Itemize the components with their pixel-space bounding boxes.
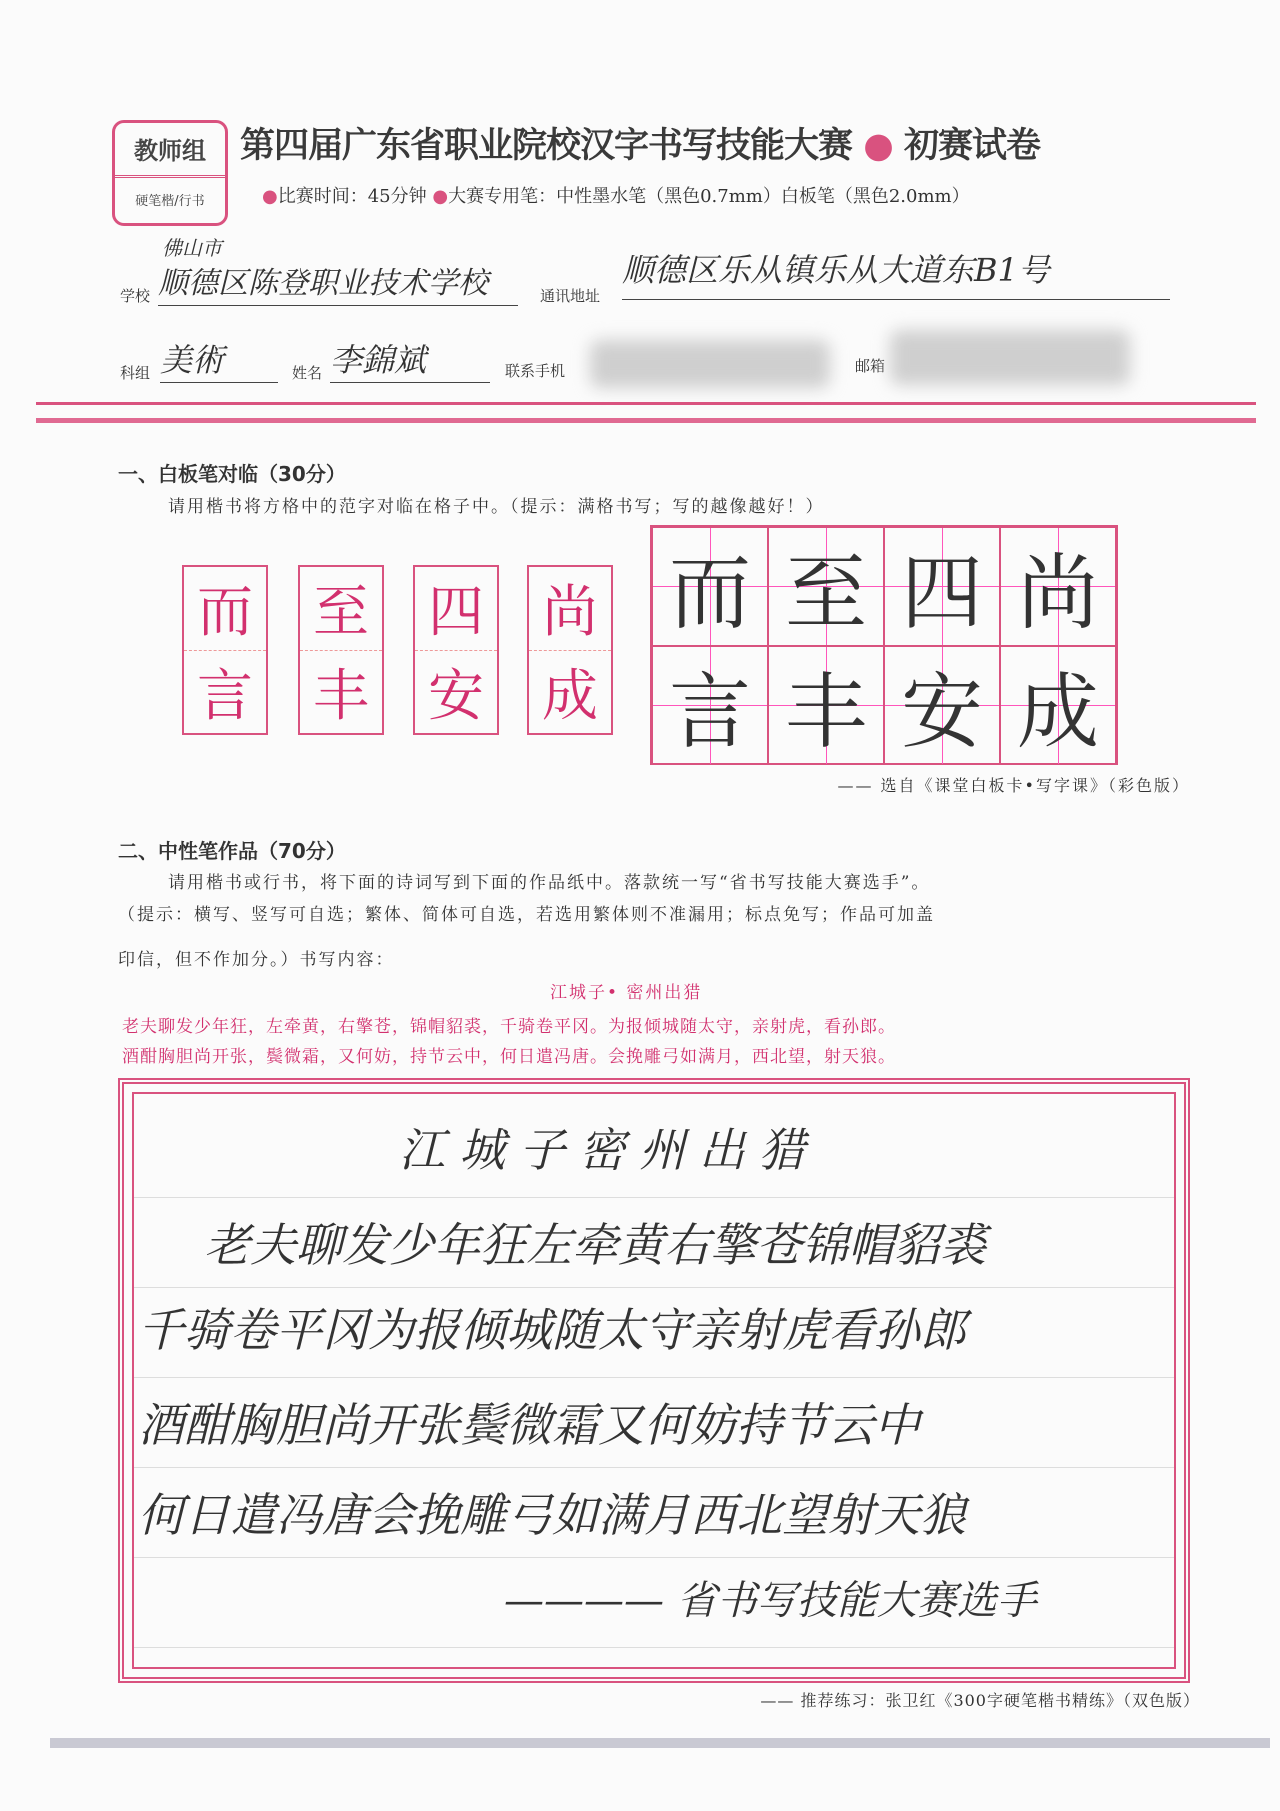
work-line: 何日遣冯唐会挽雕弓如满月西北望射天狼 — [138, 1488, 966, 1542]
address-field[interactable]: 顺德区乐从镇乐从大道东B1号 — [622, 245, 1170, 300]
written-char: 尚 — [1000, 527, 1116, 646]
section1-instruction: 请用楷书将方格中的范字对临在格子中。（提示：满格书写；写的越像越好！） — [168, 497, 825, 517]
written-char: 安 — [884, 646, 1000, 765]
written-char: 成 — [1000, 646, 1116, 765]
school-city: 佛山市 — [162, 236, 222, 260]
section1-source: —— 选自《课堂白板卡•写字课》（彩色版） — [837, 776, 1190, 795]
written-char: 四 — [884, 527, 1000, 646]
phone-label: 联系手机 — [505, 362, 566, 380]
exam-info — [262, 182, 970, 208]
model-char: 四 — [415, 567, 497, 651]
model-char: 言 — [197, 663, 253, 729]
written-char: 言 — [652, 646, 768, 765]
section2-para2: （提示：横写、竖写可自选；繁体、简体可自选，若选用繁体则不准漏用；标点免写；作品可加盖 — [118, 905, 935, 925]
dot-icon: ● — [262, 186, 278, 207]
model-char: 丰 — [313, 663, 369, 729]
subject-field[interactable]: 美術 — [160, 335, 278, 383]
dot-icon: ● — [863, 126, 893, 166]
dot-icon: ● — [432, 186, 449, 207]
section2-heading: 二、中性笔作品（70分） — [118, 839, 346, 863]
poem-line: 酒酣胸胆尚开张，鬓微霜，又何妨，持节云中，何日遣冯唐。会挽雕弓如满月，西北望，射天狼。 — [122, 1047, 896, 1067]
recommendation: —— 推荐练习：张卫红《300字硬笔楷书精练》（双色版） — [760, 1691, 1200, 1710]
model-char: 至 — [300, 567, 382, 651]
group-badge — [112, 120, 228, 226]
school-field[interactable]: 顺德区陈登职业技术学校 — [158, 258, 518, 306]
bottom-bar — [50, 1738, 1270, 1748]
model-char: 安 — [428, 663, 484, 729]
divider — [36, 418, 1256, 423]
name-label: 姓名 — [292, 364, 323, 382]
school-label: 学校 — [120, 287, 151, 305]
model-char: 而 — [184, 567, 266, 651]
divider — [36, 402, 1256, 405]
subject-label: 科组 — [120, 364, 151, 382]
section2-para1: 请用楷书或行书，将下面的诗词写到下面的作品纸中。落款统一写“省书写技能大赛选手”。 — [168, 873, 931, 893]
phone-redacted — [590, 340, 830, 388]
model-char: 成 — [542, 663, 598, 729]
section2-para3: 印信，但不作加分。）书写内容： — [118, 950, 395, 970]
work-line: 老夫聊发少年狂左牵黄右擎苍锦帽貂裘 — [204, 1218, 986, 1272]
section1-heading: 一、白板笔对临（30分） — [118, 462, 346, 486]
title-main: 第四届广东省职业院校汉字书写技能大赛 — [240, 126, 853, 166]
work-paper — [118, 1078, 1190, 1683]
work-line: 千骑卷平冈为报倾城随太守亲射虎看孙郎 — [138, 1303, 966, 1357]
title-suffix: 初赛试卷 — [903, 126, 1040, 166]
group-label: 教师组 — [115, 123, 225, 178]
exam-time: 比赛时间：45分钟 — [277, 186, 427, 207]
name-field[interactable]: 李錦斌 — [330, 335, 490, 383]
written-char: 至 — [768, 527, 884, 646]
group-sub-label: 硬笔楷/行书 — [135, 194, 205, 209]
written-char: 丰 — [768, 646, 884, 765]
model-grid — [527, 565, 613, 735]
model-grid — [413, 565, 499, 735]
poem-line: 老夫聊发少年狂，左牵黄，右擎苍，锦帽貂裘，千骑卷平冈。为报倾城随太守，亲射虎，看孙郎。 — [122, 1017, 896, 1037]
address-label: 通讯地址 — [540, 287, 601, 305]
poem-title: 江城子• 密州出猎 — [550, 983, 703, 1003]
model-char: 尚 — [529, 567, 611, 651]
email-redacted — [890, 330, 1130, 385]
exam-pens: 大赛专用笔：中性墨水笔（黑色0.7mm）白板笔（黑色2.0mm） — [448, 186, 970, 207]
practice-grid — [650, 525, 1118, 765]
model-grid — [298, 565, 384, 735]
email-label: 邮箱 — [855, 357, 886, 375]
work-title: 江城子密州出猎 — [399, 1123, 819, 1177]
written-char: 而 — [652, 527, 768, 646]
work-line: 酒酣胸胆尚开张鬓微霜又何妨持节云中 — [138, 1398, 920, 1452]
work-signature: ———— 省书写技能大赛选手 — [504, 1578, 1037, 1624]
model-grid — [182, 565, 268, 735]
exam-title — [240, 118, 1040, 168]
